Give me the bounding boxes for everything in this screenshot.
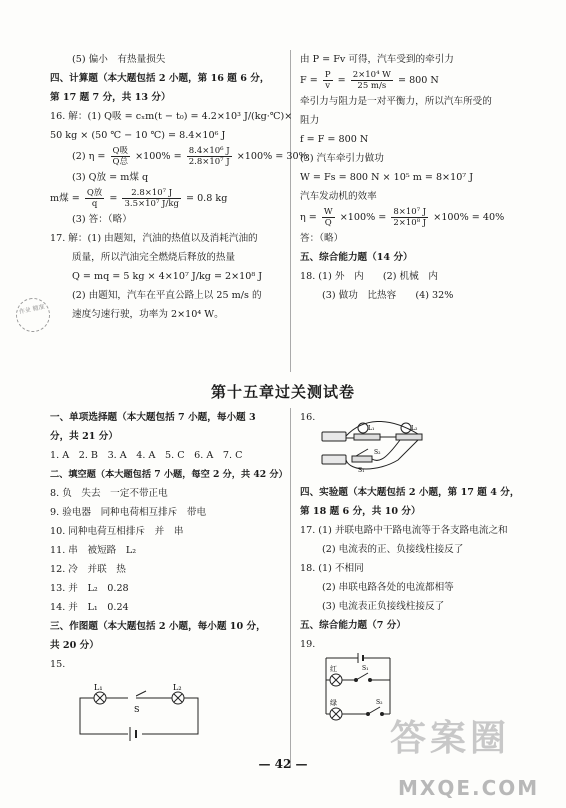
numerator: W xyxy=(323,207,333,217)
switch-label: S₂ xyxy=(374,449,381,456)
lamp-label: L₂ xyxy=(173,683,182,692)
answer-line: 9. 验电器 同种电荷相互排斥 带电 xyxy=(50,507,207,518)
answer-line: 14. 并 L₁ 0.24 xyxy=(50,602,129,613)
column-divider-bottom xyxy=(290,408,291,768)
section-heading-cont: 第 17 题 7 分，共 13 分） xyxy=(50,92,171,103)
numerator: Q放 xyxy=(86,188,103,198)
fraction xyxy=(391,207,428,228)
denominator: 25 m/s xyxy=(357,81,387,91)
question-number: 16. xyxy=(300,412,316,423)
answer-line: f = F = 800 N xyxy=(300,134,369,145)
section-heading: 四、实验题（本大题包括 2 小题，第 17 题 4 分， xyxy=(300,487,520,498)
answer-line: 10. 同种电荷互相排斥 并 串 xyxy=(50,526,184,537)
fraction xyxy=(322,207,335,228)
answer-line: W = Fs = 800 N × 10⁵ m = 8×10⁷ J xyxy=(300,172,474,183)
answer-line: 1. A 2. B 3. A 4. A 5. C 6. A 7. C xyxy=(50,450,243,461)
numerator: 8.4×10⁶ J xyxy=(188,146,230,156)
answer-line: 12. 冷 并联 热 xyxy=(50,564,126,575)
section-heading: 五、综合能力题（7 分） xyxy=(300,620,406,631)
switch-label: S₁ xyxy=(362,665,369,672)
answer-line: Q = mq = 5 kg × 4×10⁷ J/kg = 2×10⁸ J xyxy=(72,271,263,282)
formula-text: = 0.8 kg xyxy=(185,193,228,204)
answer-line: 答：（略） xyxy=(300,233,344,244)
formula-text: = 800 N xyxy=(397,75,439,86)
fraction xyxy=(85,188,104,209)
numerator: 2.8×10⁷ J xyxy=(122,188,180,199)
denominator: Q xyxy=(324,218,332,228)
fraction xyxy=(111,146,130,167)
answer-line: (2) 串联电路各处的电流都相等 xyxy=(322,582,454,593)
answer-line: 8. 负 失去 一定不带正电 xyxy=(50,488,168,499)
watermark-logo: 答案圈 xyxy=(390,718,511,759)
watermark-url: MXQE.COM xyxy=(398,776,540,800)
answer-line: (3) 做功 比热容 (4) 32% xyxy=(322,290,454,301)
force-formula xyxy=(300,69,532,92)
formula-text: ×100% = 30% xyxy=(236,151,308,162)
fraction xyxy=(187,146,232,167)
formula-text: ×100% = xyxy=(339,212,387,223)
formula-text: = xyxy=(109,193,118,204)
left-column-bottom xyxy=(50,408,288,674)
answer-line: 17. 解：(1) 由题知，汽油的热值以及消耗汽油的 xyxy=(50,233,258,244)
column-divider-top xyxy=(290,50,291,372)
formula-text: η = xyxy=(300,212,317,223)
answer-line: 11. 串 被短路 L₂ xyxy=(50,545,137,556)
homework-stamp: 作业 精准 xyxy=(13,295,53,335)
formula-text: (2) η = xyxy=(72,151,106,162)
right-column-top xyxy=(300,50,532,305)
answer-line: 阻力 xyxy=(300,115,320,126)
answer-line: (5) 偏小 有热量损失 xyxy=(72,54,166,65)
page-number: — 42 — xyxy=(258,757,308,771)
efficiency-formula xyxy=(50,145,308,168)
lamp-label-red: 红 xyxy=(330,665,337,673)
answer-line: 17. (1) 并联电路中干路电流等于各支路电流之和 xyxy=(300,525,508,536)
section-heading: 三、作图题（本大题包括 2 小题，每小题 10 分， xyxy=(50,621,266,632)
efficiency-formula xyxy=(300,206,532,229)
question-number: 15. xyxy=(50,659,66,670)
lamp-label: L₁ xyxy=(368,425,375,432)
lamp-label: L₁ xyxy=(94,683,103,692)
numerator: 2×10⁴ W xyxy=(352,70,391,80)
mass-formula xyxy=(50,187,282,210)
denominator: v xyxy=(325,81,331,91)
numerator: Q吸 xyxy=(112,146,129,156)
denominator: Q总 xyxy=(112,157,129,167)
question-number: 19. xyxy=(300,639,316,650)
formula-text: F = xyxy=(300,75,318,86)
answer-line: (3) 汽车牵引力做功 xyxy=(300,153,384,164)
answer-line: 由 P = Fv 可得，汽车受到的牵引力 xyxy=(300,54,454,65)
numerator: P xyxy=(324,70,331,80)
switch-label: S₂ xyxy=(376,699,383,706)
circuit-diagram-15 xyxy=(70,683,210,745)
section-heading: 二、填空题（本大题包括 7 小题，每空 2 分，共 42 分） xyxy=(50,469,288,480)
section-heading: 一、单项选择题（本大题包括 7 小题，每小题 3 xyxy=(50,412,256,423)
left-column-top xyxy=(50,50,308,324)
lamp-label: L₂ xyxy=(411,425,418,432)
circuit-diagram-16 xyxy=(318,416,428,478)
answer-line: (3) Q放 = m煤 q xyxy=(72,172,149,183)
chapter-title: 第十五章过关测试卷 xyxy=(210,383,355,401)
section-heading-cont: 第 18 题 6 分，共 10 分） xyxy=(300,506,421,517)
section-heading: 四、计算题（本大题包括 2 小题，第 16 题 6 分， xyxy=(50,73,270,84)
answer-line: 16. 解：(1) Q吸 = cₓm(t − t₀) = 4.2×10³ J/(kg·℃)× xyxy=(50,111,293,122)
numerator: 8×10⁷ J xyxy=(393,207,427,217)
answer-line: (3) 电流表正负接线柱接反了 xyxy=(322,601,445,612)
fraction xyxy=(351,70,393,91)
answer-line: (2) 电流表的正、负接线柱接反了 xyxy=(322,544,464,555)
formula-text: = xyxy=(337,75,346,86)
section-heading-cont: 共 20 分） xyxy=(50,640,99,651)
answer-line: (2) 由题知，汽车在平直公路上以 25 m/s 的 xyxy=(72,290,262,301)
answer-line: 18. (1) 外 内 (2) 机械 内 xyxy=(300,271,438,282)
answer-line: 牵引力与阻力是一对平衡力，所以汽车所受的 xyxy=(300,96,492,107)
formula-text: m煤 = xyxy=(50,193,80,204)
answer-line: 速度匀速行驶，功率为 2×10⁴ W。 xyxy=(72,309,224,320)
denominator: 3.5×10⁷ J/kg xyxy=(124,199,179,209)
section-heading: 五、综合能力题（14 分） xyxy=(300,252,413,263)
fraction xyxy=(323,70,333,91)
answer-line: 50 kg × (50 ℃ − 10 ℃) = 8.4×10⁶ J xyxy=(50,130,226,141)
answer-line: 汽车发动机的效率 xyxy=(300,191,377,202)
section-heading-cont: 分，共 21 分） xyxy=(50,431,118,442)
fraction xyxy=(122,188,180,209)
formula-text: ×100% = 40% xyxy=(433,212,505,223)
lamp-label-green: 绿 xyxy=(330,699,337,707)
answer-line: (3) 答：（略） xyxy=(72,214,132,225)
denominator: 2×10⁸ J xyxy=(393,218,427,228)
switch-label: S xyxy=(134,705,140,714)
formula-text: ×100% = xyxy=(135,151,182,162)
answer-line: 质量，所以汽油完全燃烧后释放的热量 xyxy=(72,252,236,263)
switch-label: S₁ xyxy=(358,467,365,474)
denominator: 2.8×10⁷ J xyxy=(188,157,230,167)
answer-line: 18. (1) 不相同 xyxy=(300,563,364,574)
denominator: q xyxy=(91,199,98,209)
right-column-bottom-cont xyxy=(300,483,532,654)
answer-line: 13. 并 L₂ 0.28 xyxy=(50,583,129,594)
